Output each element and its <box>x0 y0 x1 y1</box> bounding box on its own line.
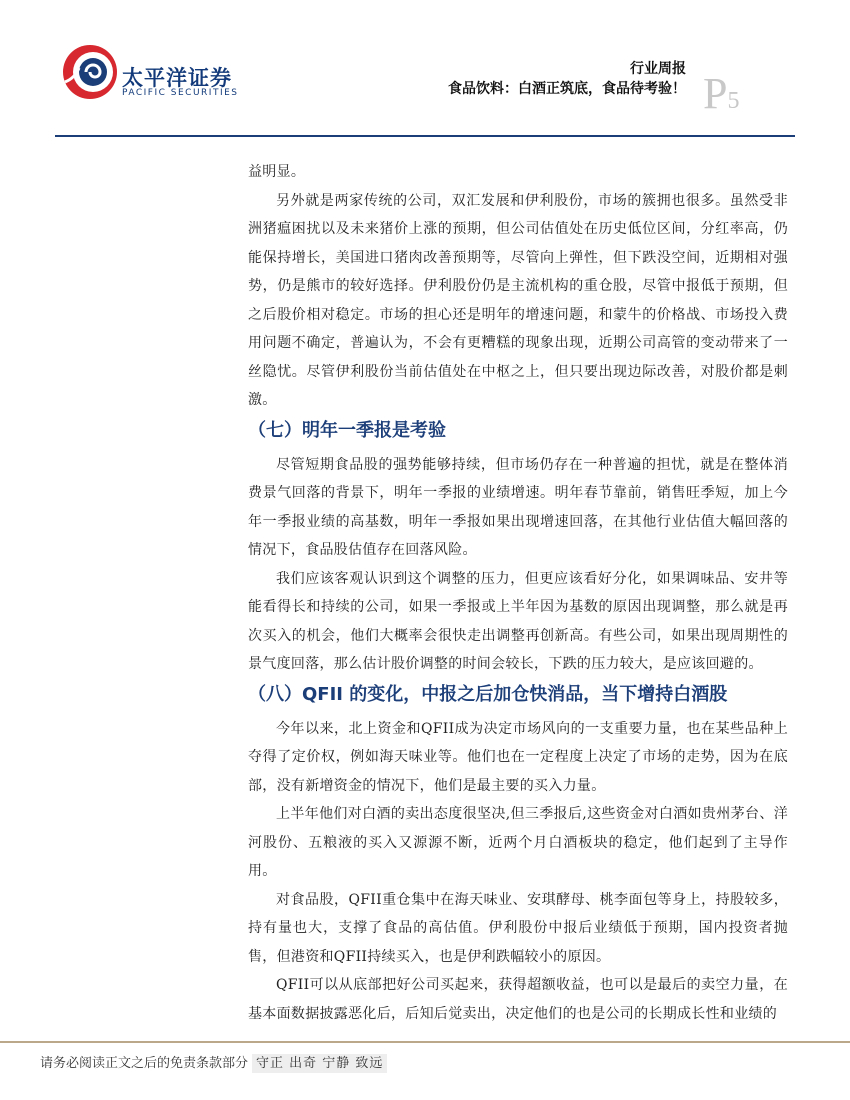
paragraph-northbound-qfii: 今年以来，北上资金和QFII成为决定市场风向的一支重要力量，也在某些品种上夺得了定价权，例如海天味业等。他们也在一定程度上决定了市场的走势，因为在底部，没有新增资金的情况下，他们是最主要的买入力量。 <box>248 720 788 794</box>
paragraph-adjustment-pressure: 我们应该客观认识到这个调整的压力，但更应该看好分化，如果调味品、安井等能看得长和持续的公司，如果一季报或上半年因为基数的原因出现调整，那么就是再次买入的机会，他们大概率会很快走出调整再创新高。有些公司，如果出现周期性的景气度回落，那么估计股价调整的时间会较长，下跌的压力较大，是应该回避的。 <box>248 570 788 672</box>
paragraph-shuanghui-yili: 另外就是两家传统的公司，双汇发展和伊利股份，市场的簇拥也很多。虽然受非洲猪瘟困扰以及未来猪价上涨的预期，但公司估值处在历史低位区间，分红率高，仍能保持增长，美国进口猪肉改善预期等，尽管向上弹性，但下跌没空间，近期相对强势，仍是熊市的较好选择。伊利股份仍是主流机构的重仓股，尽管中报低于预期，但之后股价相对稳定。市场的担心还是明年的增速问题，和蒙牛的价格战、市场投入费用问题不确定，普遍认为，不会有更糟糕的现象出现，近期公司高管的变动带来了一丝隐忧。尽管伊利股份当前估值处在中枢之上，但只要出现边际改善，对股价都是刺激。 <box>248 192 788 408</box>
page-number <box>703 69 740 118</box>
main-content <box>248 158 788 1028</box>
paragraph-qfii-bottom: QFII可以从底部把好公司买起来，获得超额收益，也可以是最后的卖空力量，在基本面数据披露恶化后，后知后觉卖出，决定他们的也是公司的长期成长性和业绩的 <box>248 977 788 1022</box>
section-heading-8: （八）QFII 的变化，中报之后加仓快消品，当下增持白酒股 <box>248 683 728 705</box>
paragraph-baijiu-buying: 上半年他们对白酒的卖出态度很坚决,但三季报后,这些资金对白酒如贵州茅台、洋河股份、五粮液的买入又源源不断，近两个月白酒板块的稳定，他们起到了主导作用。 <box>248 806 788 879</box>
page-footer <box>40 1052 387 1071</box>
footer-motto: 守正 出奇 宁静 致远 <box>252 1054 387 1073</box>
report-type: 行业周报 <box>630 61 686 77</box>
brand-name-en: PACIFIC SECURITIES <box>122 88 239 98</box>
brand-name-cn: 太平洋证券 <box>122 66 232 90</box>
report-title: 食品饮料：白酒正筑底，食品待考验！ <box>448 81 686 97</box>
header-divider <box>55 135 795 137</box>
pacific-securities-logo-icon <box>60 42 120 102</box>
section-heading-7: （七）明年一季报是考验 <box>248 419 446 441</box>
footer-divider <box>0 1041 850 1043</box>
footer-disclaimer: 请务必阅读正文之后的免责条款部分 <box>40 1056 249 1071</box>
page-letter: P <box>703 69 728 118</box>
page-number-value: 5 <box>727 88 740 114</box>
paragraph-food-holdings: 对食品股，QFII重仓集中在海天味业、安琪酵母、桃李面包等身上，持股较多，持有量也大，支撑了食品的高估值。伊利股份中报后业绩低于预期，国内投资者抛售，但港资和QFII持续买入，也是伊利跌幅较小的原因。 <box>248 891 788 965</box>
paragraph-continued: 益明显。 <box>248 164 306 180</box>
paragraph-q1-concern: 尽管短期食品股的强势能够持续，但市场仍存在一种普遍的担忧，就是在整体消费景气回落的背景下，明年一季报的业绩增速。明年春节靠前，销售旺季短，加上今年一季报业绩的高基数，明年一季报如果出现增速回落，在其他行业估值大幅回落的情况下，食品股估值存在回落风险。 <box>248 456 788 558</box>
page-header <box>0 0 850 140</box>
